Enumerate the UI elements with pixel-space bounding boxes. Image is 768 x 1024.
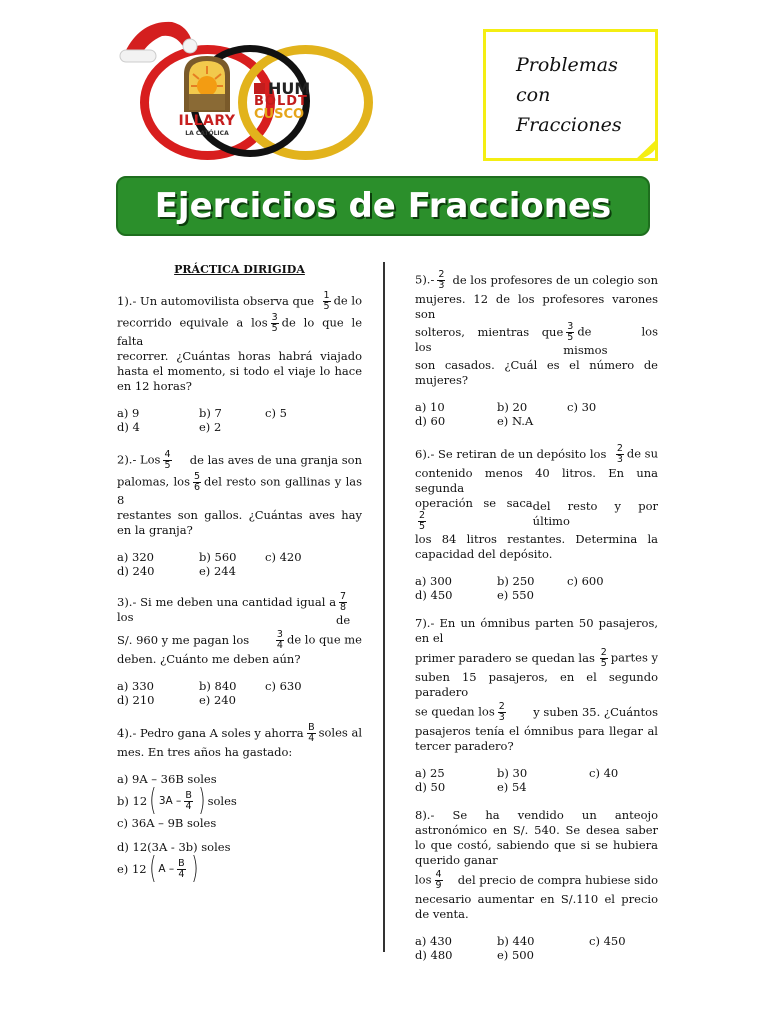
text: 8).- Se ha vendido un anteojo astronómico en S/. 540. Se desea saber lo que costó, sabiendo que si se hubiera querido ganar xyxy=(415,808,658,867)
humboldt-line1: HUM xyxy=(268,79,311,98)
text: 7).- En un ómnibus parten 50 pasajeros, en el xyxy=(415,616,658,645)
column-divider xyxy=(383,262,385,952)
option: a) 320 xyxy=(117,550,154,564)
fraction: $\frac{3}{5}$ xyxy=(271,312,278,334)
humboldt-square-icon xyxy=(254,83,265,94)
option: e) 550 xyxy=(497,588,534,602)
option: d) 450 xyxy=(415,588,453,602)
text: de lo que le falta xyxy=(117,315,363,348)
fraction: $\frac{7}{8}$ xyxy=(340,591,347,613)
option: c) 36A – 9B soles xyxy=(117,816,217,830)
fraction: $\frac{2}{3}$ xyxy=(498,700,505,723)
option: a) 300 xyxy=(415,574,452,588)
text: pasajeros tenía el ómnibus para llegar al tercer paradero? xyxy=(415,724,658,753)
text: de su xyxy=(626,446,658,460)
illary-name: ILLARY xyxy=(178,113,236,129)
answer-options xyxy=(415,574,658,602)
text: recorrer. ¿Cuántas horas habrá viajado hasta el momento, si todo el viaje lo hace en 12 horas? xyxy=(117,349,362,393)
text: solteros, mientras que los xyxy=(415,325,564,354)
text: de lo que me xyxy=(286,632,362,646)
option: b) 30 xyxy=(497,766,528,780)
text: de las aves de una granja son xyxy=(189,452,362,467)
answer-options xyxy=(117,679,362,707)
option: d) 12(3A - 3b) soles xyxy=(117,840,231,854)
answer-options xyxy=(415,400,658,428)
text: suben 15 pasajeros, en el segundo paradero xyxy=(415,670,658,699)
fraction: $\frac{B}{4}$ xyxy=(178,857,185,880)
option: c) 450 xyxy=(589,934,626,948)
text: contenido menos 40 litros. En una segunda xyxy=(415,466,658,495)
answer-options xyxy=(117,406,362,434)
title-banner xyxy=(116,176,650,236)
fraction: $\frac{3}{5}$ xyxy=(567,321,574,343)
text: 2).- Los xyxy=(117,452,161,466)
option: b) 440 xyxy=(497,934,535,948)
text: 4).- Pedro gana A soles y ahorra xyxy=(117,725,304,740)
text: partes y xyxy=(610,650,658,664)
text: de los profesores de un colegio son xyxy=(452,272,658,287)
page-title: Ejercicios de Fracciones xyxy=(154,186,612,226)
text: mes. En tres años ha gastado: xyxy=(117,745,293,759)
text: son casados. ¿Cuál es el número de mujeres? xyxy=(415,358,658,387)
option: e) N.A xyxy=(497,414,534,428)
answer-options xyxy=(117,550,362,578)
fraction: $\frac{B}{4}$ xyxy=(185,789,192,812)
right-column xyxy=(415,268,658,976)
problem-5 xyxy=(415,268,658,428)
option: b) 12 ( 3A – $\frac{B}{4}$ ) soles xyxy=(117,783,237,818)
text: de xyxy=(336,613,351,627)
text: operación se saca xyxy=(415,496,533,510)
option: a) 9A – 36B soles xyxy=(117,772,217,786)
fraction: $\frac{2}{5}$ xyxy=(419,510,426,532)
problem-4 xyxy=(117,721,362,884)
option: c) 600 xyxy=(567,574,604,588)
note-line-3: Fracciones xyxy=(516,114,622,136)
option: b) 250 xyxy=(497,574,535,588)
option: d) 240 xyxy=(117,564,155,578)
fraction: $\frac{1}{5}$ xyxy=(323,289,330,312)
text: palomas, los xyxy=(117,474,190,489)
option: a) 330 xyxy=(117,679,154,693)
problem-6 xyxy=(415,442,658,602)
text: 5).- xyxy=(415,272,435,286)
option: e) 240 xyxy=(199,693,236,707)
text: recorrido equivale a los xyxy=(117,315,268,330)
text: S/. 960 y me pagan los xyxy=(117,632,250,647)
illary-logo-icon xyxy=(178,52,236,114)
humboldt-line2: BOLDT xyxy=(254,94,308,109)
text: del resto son gallinas y las 8 xyxy=(117,474,363,507)
option: d) 480 xyxy=(415,948,453,962)
section-heading: PRÁCTICA DIRIGIDA xyxy=(174,263,305,276)
option: e) 2 xyxy=(199,420,222,434)
option: a) 10 xyxy=(415,400,445,414)
text: 6).- Se retiran de un depósito los xyxy=(415,446,607,461)
option: e) 12 ( A – $\frac{B}{4}$ ) xyxy=(117,851,198,886)
fraction: $\frac{4}{5}$ xyxy=(164,448,171,471)
option: a) 430 xyxy=(415,934,452,948)
fraction: $\frac{2}{5}$ xyxy=(600,646,607,669)
option: d) 4 xyxy=(117,420,140,434)
option: b) 840 xyxy=(199,679,237,693)
option: a) 9 xyxy=(117,406,140,420)
option: d) 60 xyxy=(415,414,446,428)
option: c) 30 xyxy=(567,400,597,414)
text: de lo xyxy=(333,293,362,307)
illary-subtitle: LA CATÓLICA xyxy=(185,130,229,137)
option: d) 50 xyxy=(415,780,446,794)
option: d) 210 xyxy=(117,693,155,707)
option: c) 420 xyxy=(265,550,302,564)
fraction: $\frac{4}{9}$ xyxy=(435,868,442,891)
text: del precio de compra hubiese sido xyxy=(457,872,658,887)
fraction: $\frac{2}{3}$ xyxy=(616,442,623,465)
text: y suben 35. ¿Cuántos xyxy=(533,704,658,719)
text: mujeres. 12 de los profesores varones son xyxy=(415,292,658,321)
fraction: $\frac{2}{3}$ xyxy=(438,268,445,291)
problem-2 xyxy=(117,448,362,578)
option: b) 20 xyxy=(497,400,528,414)
option: c) 5 xyxy=(265,406,287,420)
text: 1).- Un automovilista observa que xyxy=(117,293,315,308)
problem-7 xyxy=(415,616,658,794)
note-line-2: con xyxy=(516,84,551,106)
text: necesario aumentar en S/.110 el precio de venta. xyxy=(415,892,658,921)
text: de los mismos xyxy=(563,324,658,357)
text: del resto y por último xyxy=(532,499,658,528)
answer-options xyxy=(415,934,658,962)
problem-3 xyxy=(117,592,362,707)
option: b) 7 xyxy=(199,406,222,420)
option: c) 630 xyxy=(265,679,302,693)
left-column xyxy=(117,262,362,898)
option: b) 560 xyxy=(199,550,237,564)
text: los 84 litros restantes. Determina la capacidad del depósito. xyxy=(415,532,658,561)
option: e) 500 xyxy=(497,948,534,962)
note-line-1: Problemas xyxy=(516,54,618,76)
option: a) 25 xyxy=(415,766,445,780)
text: soles al xyxy=(318,725,362,739)
text: deben. ¿Cuánto me deben aún? xyxy=(117,652,301,666)
answer-options xyxy=(117,772,362,884)
problem-1 xyxy=(117,289,362,434)
text: primer paradero se quedan las xyxy=(415,650,595,665)
answer-options xyxy=(415,766,658,794)
note-fold-icon xyxy=(634,138,658,161)
humboldt-logo xyxy=(254,79,311,122)
text: 3).- Si me deben una cantidad igual a los xyxy=(117,595,337,624)
fraction: $\frac{B}{4}$ xyxy=(308,721,315,744)
sticky-note-text xyxy=(516,50,622,140)
fraction: $\frac{3}{4}$ xyxy=(276,628,283,651)
option: e) 244 xyxy=(199,564,236,578)
problem-8 xyxy=(415,808,658,962)
option: e) 54 xyxy=(497,780,527,794)
text: restantes son gallos. ¿Cuántas aves hay en la granja? xyxy=(117,508,362,537)
text: se quedan los xyxy=(415,704,495,718)
option: c) 40 xyxy=(589,766,619,780)
text: los xyxy=(415,872,432,886)
humboldt-line3: CUSCO xyxy=(254,107,305,122)
fraction: $\frac{5}{6}$ xyxy=(194,471,201,493)
